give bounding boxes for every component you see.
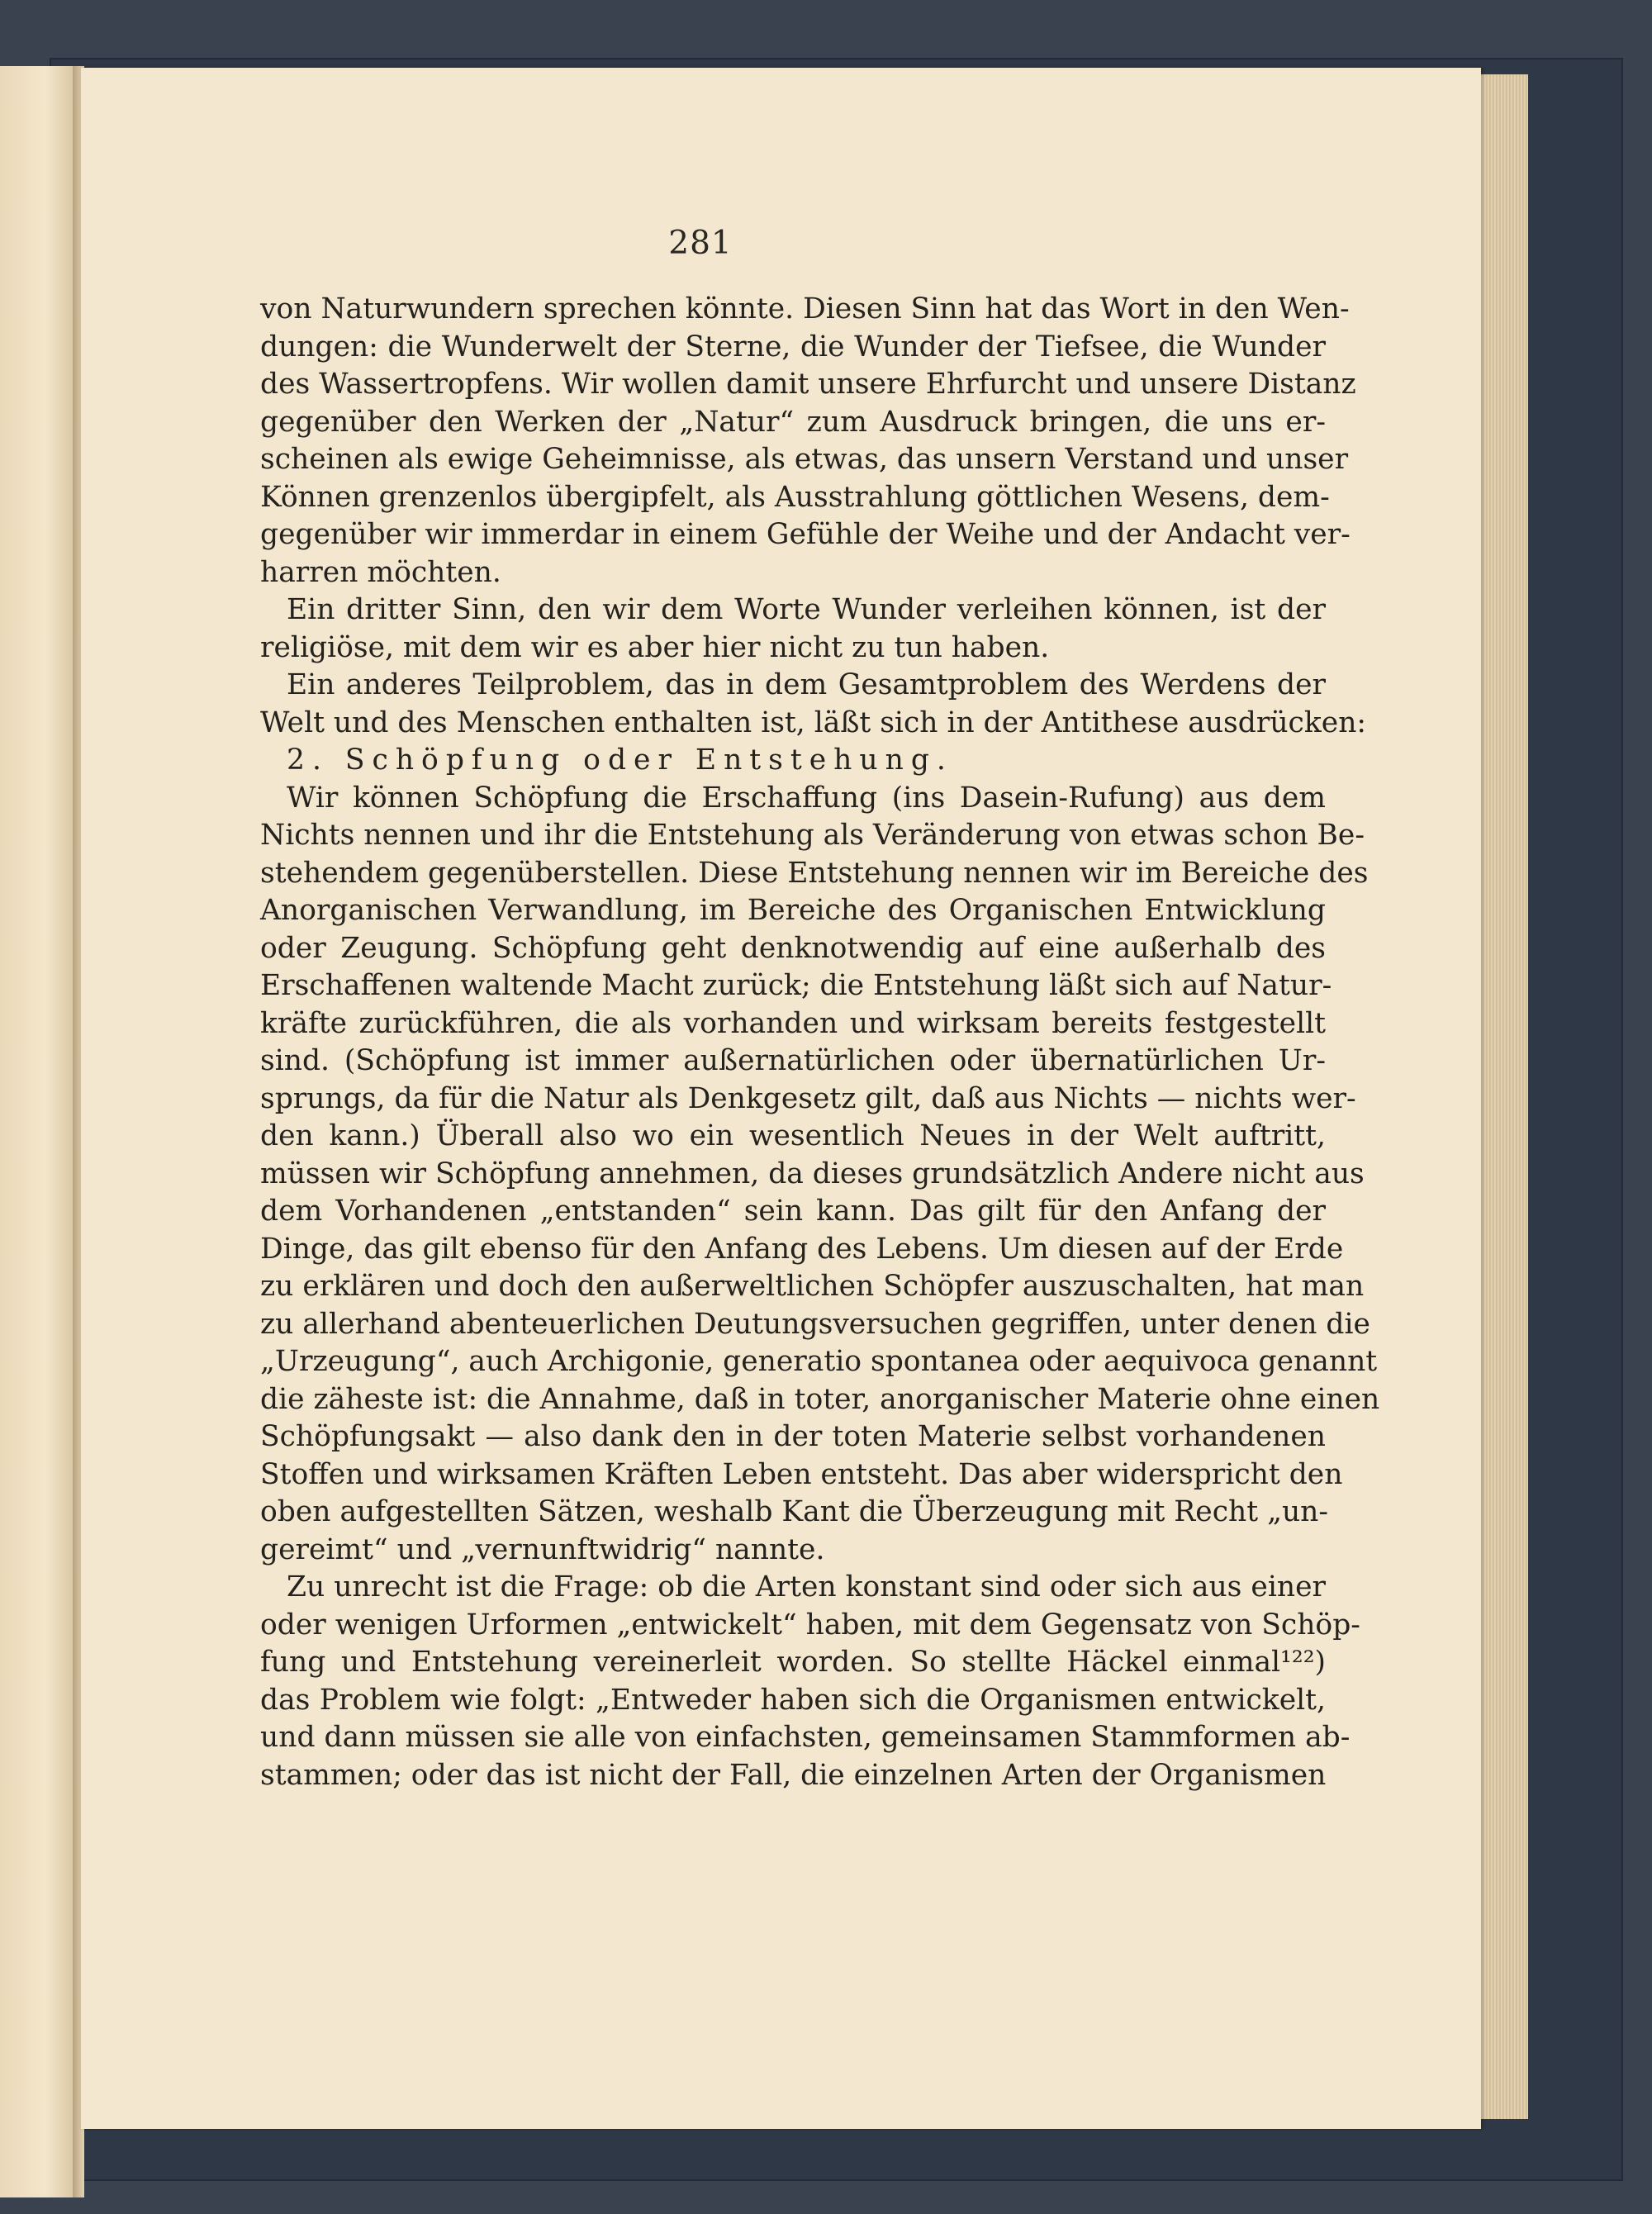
text-line: gegenüber wir immerdar in einem Gefühle der Weihe und der Andacht ver-	[260, 518, 1351, 551]
text-line: dungen: die Wunderwelt der Sterne, die Wunder der Tiefsee, die Wunder	[260, 330, 1326, 363]
text-line: Erschaffenen waltende Macht zurück; die Entstehung läßt sich auf Natur-	[260, 969, 1332, 1002]
text-line: müssen wir Schöpfung annehmen, da dieses grundsätzlich Andere nicht aus	[260, 1157, 1365, 1190]
text-line: und dann müssen sie alle von einfachsten, gemeinsamen Stammformen ab-	[260, 1721, 1351, 1754]
text-line: Ein anderes Teilproblem, das in dem Gesamtproblem des Werdens der	[287, 668, 1326, 701]
text-line: gereimt“ und „vernunftwidrig“ nannte.	[260, 1532, 825, 1566]
book-page	[81, 68, 1481, 2129]
text-line: stehendem gegenüberstellen. Diese Entstehung nennen wir im Bereiche des	[260, 856, 1369, 890]
text-line: gegenüber den Werken der „Natur“ zum Ausdruck bringen, die uns er-	[260, 405, 1326, 439]
text-line: Wir können Schöpfung die Erschaffung (ins Dasein-Rufung) aus dem	[287, 781, 1326, 815]
text-line: des Wassertropfens. Wir wollen damit unsere Ehrfurcht und unsere Distanz	[260, 368, 1356, 401]
text-line: Ein dritter Sinn, den wir dem Worte Wunder verleihen können, ist der	[287, 593, 1326, 626]
text-line: oben aufgestellten Sätzen, weshalb Kant die Überzeugung mit Recht „un-	[260, 1495, 1329, 1528]
text-line: kräfte zurückführen, die als vorhanden und wirksam bereits festgestellt	[260, 1006, 1326, 1040]
text-line: sprungs, da für die Natur als Denkgesetz gilt, daß aus Nichts — nichts wer-	[260, 1081, 1356, 1115]
text-line: Anorganischen Verwandlung, im Bereiche des Organischen Entwicklung	[260, 894, 1326, 927]
text-line: Stoffen und wirksamen Kräften Leben entsteht. Das aber widerspricht den	[260, 1457, 1343, 1491]
text-line: Können grenzenlos übergipfelt, als Ausstrahlung göttlichen Wesens, dem-	[260, 480, 1330, 514]
text-line: das Problem wie folgt: „Entweder haben sich die Organismen entwickelt,	[260, 1683, 1326, 1717]
text-line: scheinen als ewige Geheimnisse, als etwas, das unsern Verstand und unser	[260, 443, 1349, 476]
text-line: zu erklären und doch den außerweltlichen Schöpfer auszuschalten, hat man	[260, 1270, 1365, 1303]
text-line: Dinge, das gilt ebenso für den Anfang des Lebens. Um diesen auf der Erde	[260, 1232, 1344, 1266]
text-line: die zäheste ist: die Annahme, daß in toter, anorganischer Materie ohne einen	[260, 1382, 1380, 1416]
text-line: zu allerhand abenteuerlichen Deutungsversuchen gegriffen, unter denen die	[260, 1307, 1370, 1341]
text-line: von Naturwundern sprechen könnte. Diesen Sinn hat das Wort in den Wen-	[260, 292, 1350, 325]
text-line: oder wenigen Urformen „entwickelt“ haben, mit dem Gegensatz von Schöp-	[260, 1608, 1360, 1641]
text-line: Nichts nennen und ihr die Entstehung als Veränderung von etwas schon Be-	[260, 819, 1365, 852]
text-line: „Urzeugung“, auch Archigonie, generatio spontanea oder aequivoca genannt	[260, 1345, 1378, 1378]
text-line: Zu unrecht ist die Frage: ob die Arten konstant sind oder sich aus einer	[287, 1570, 1326, 1603]
text-line: harren möchten.	[260, 555, 501, 589]
text-line: sind. (Schöpfung ist immer außernatürlichen oder übernatürlichen Ur-	[260, 1044, 1326, 1077]
page-number: 281	[668, 225, 733, 262]
text-line: den kann.) Überall also wo ein wesentlich Neues in der Welt auftritt,	[260, 1119, 1326, 1152]
page-edges	[1479, 74, 1528, 2119]
text-line: oder Zeugung. Schöpfung geht denknotwendig auf eine außerhalb des	[260, 931, 1326, 965]
text-line: fung und Entstehung vereinerleit worden. So stellte Häckel einmal¹²²)	[260, 1646, 1326, 1679]
text-line: religiöse, mit dem wir es aber hier nicht zu tun haben.	[260, 630, 1050, 664]
text-line: dem Vorhandenen „entstanden“ sein kann. Das gilt für den Anfang der	[260, 1195, 1326, 1228]
text-line: Schöpfungsakt — also dank den in der toten Materie selbst vorhandenen	[260, 1420, 1326, 1453]
facing-page-edge	[0, 66, 76, 2197]
text-line: stammen; oder das ist nicht der Fall, die einzelnen Arten der Organismen	[260, 1758, 1327, 1792]
text-line: Welt und des Menschen enthalten ist, läßt sich in der Antithese ausdrücken:	[260, 706, 1367, 739]
body-text	[260, 291, 1380, 1794]
section-heading: 2. Schöpfung oder Entstehung.	[287, 744, 953, 777]
